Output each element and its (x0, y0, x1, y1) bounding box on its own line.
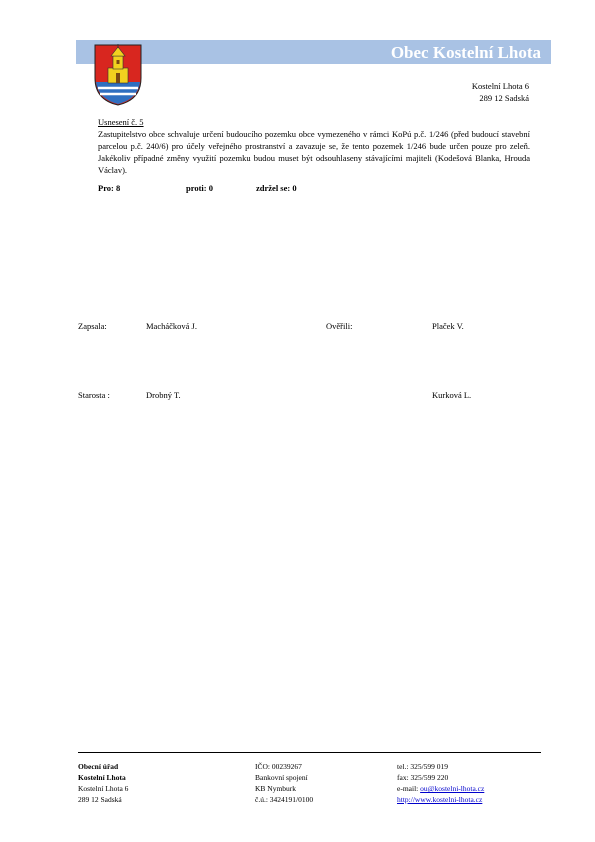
footer-office (78, 761, 128, 805)
footer-email-row (397, 783, 484, 794)
footer-ico: IČO: 00239267 (255, 762, 302, 771)
footer-contact (397, 761, 484, 805)
email-link[interactable]: ou@kostelni-lhota.cz (420, 784, 485, 793)
footer-phone: tel.: 325/599 019 (397, 762, 449, 771)
mayor-name: Drobný T. (146, 390, 181, 400)
footer-office-name: Kostelní Lhota (78, 773, 126, 782)
footer-fax: fax: 325/599 220 (397, 773, 449, 782)
recorded-label: Zapsala: (78, 321, 107, 331)
verifier2-name: Kurková L. (432, 390, 472, 400)
address-line1: Kostelní Lhota 6 (471, 81, 529, 91)
footer-bank-name: KB Nymburk (255, 784, 297, 793)
vote-results (98, 182, 530, 194)
footer-divider (78, 752, 541, 753)
footer-account: č.ú.: 3424191/0100 (255, 795, 314, 804)
footer-office-city: 289 12 Sadská (78, 795, 122, 804)
footer-office-street: Kostelní Lhota 6 (78, 784, 129, 793)
coat-of-arms-icon (94, 44, 142, 106)
verified-name: Plaček V. (432, 321, 464, 331)
vote-for: Pro: 8 (98, 183, 121, 193)
vote-against: proti: 0 (186, 183, 213, 193)
footer-bank (255, 761, 313, 805)
mayor-label: Starosta : (78, 390, 110, 400)
footer-email-label: e-mail: (397, 784, 421, 793)
office-address (472, 80, 529, 104)
resolution-heading: Usnesení č. 5 (98, 117, 144, 127)
resolution-text: Zastupitelstvo obce schvaluje určení budoucího pozemku obce vymezeného v rámci KoPú p.č. 1/246 (před budoucí stavební parcelou p.č. 240/6) pro účely veřejného prostranství a zavazuje se, že tento pozemek 1/246 bude určen pouze pro zeleň. Jakékoliv případné změny využití pozemku budou muset být odsouhlaseny stávajícími majiteli (Kodešová Blanka, Hrouda Václav). (98, 129, 530, 175)
website-link[interactable]: http://www.kostelni-lhota.cz (397, 795, 483, 804)
header-bar (76, 40, 551, 64)
municipality-title: Obec Kostelní Lhota (390, 43, 541, 62)
address-line2: 289 12 Sadská (479, 93, 529, 103)
recorded-name: Macháčková J. (146, 321, 197, 331)
resolution-section (98, 116, 530, 194)
verified-label: Ověřili: (326, 321, 353, 331)
vote-abstain: zdržel se: 0 (256, 183, 297, 193)
footer-office-title: Obecní úřad (78, 762, 119, 771)
footer-bank-label: Bankovní spojení (255, 773, 308, 782)
